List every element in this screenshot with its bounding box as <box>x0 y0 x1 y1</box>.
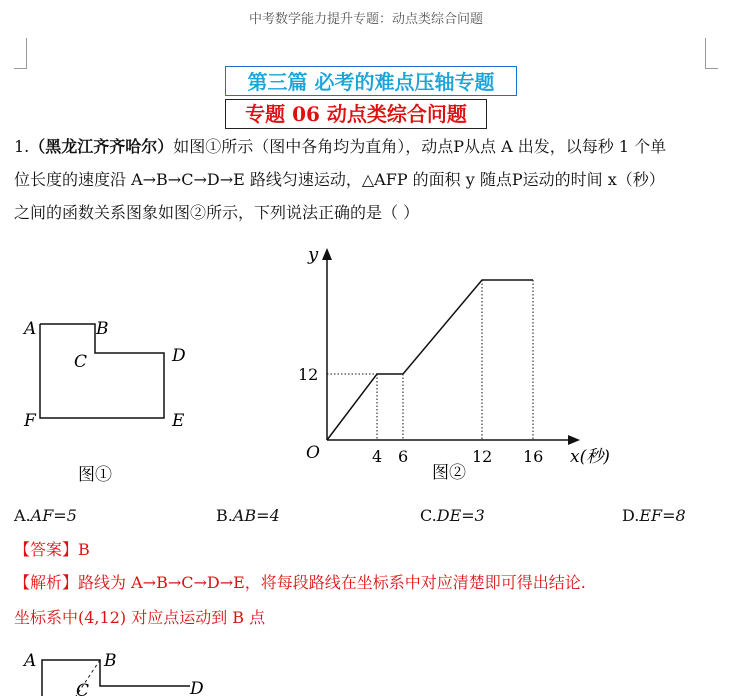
x-tick-12: 12 <box>472 447 493 466</box>
analysis-text: 路线为 A→B→C→D→E，将每段路线在坐标系中对应清楚即可得出结论. <box>78 573 586 592</box>
coordinate-note: 坐标系中(4,12) 对应点运动到 B 点 <box>14 608 266 627</box>
fig1-label-B: B <box>96 319 109 339</box>
origin-label: O <box>306 443 320 463</box>
fig1-label-E: E <box>172 411 185 431</box>
x-tick-6: 6 <box>398 447 409 466</box>
y-tick-12: 12 <box>298 365 319 384</box>
page-header: 中考数学能力提升专题：动点类综合问题 <box>248 12 483 27</box>
analysis-line <box>14 570 586 593</box>
topic-title: 专题 06 动点类综合问题 <box>225 99 487 129</box>
analysis-tag: 【解析】 <box>14 573 79 592</box>
fig1-caption: 图① <box>78 465 112 485</box>
fig1-label-F: F <box>24 411 36 431</box>
x-tick-4: 4 <box>372 447 383 466</box>
x-axis-label: x(秒) <box>570 447 610 467</box>
figure-1 <box>14 310 214 490</box>
fig3-label-D: D <box>190 679 204 696</box>
margin-corner-left <box>14 38 27 69</box>
question-text-3: 之间的函数关系图象如图②所示，下列说法正确的是（ ） <box>14 203 420 222</box>
section-title: 第三篇 必考的难点压轴专题 <box>225 66 517 96</box>
fig3-label-B: B <box>104 651 117 671</box>
figure-3 <box>14 646 234 696</box>
option-b: B.AB=4 <box>216 506 280 525</box>
function-line <box>327 280 533 440</box>
question-text-1: 如图①所示（图中各角均为直角），动点P从点 A 出发，以每秒 1 个单 <box>173 137 667 156</box>
option-d: D.EF=8 <box>622 506 686 525</box>
option-c: C.DE=3 <box>420 506 485 525</box>
y-axis-label: y <box>308 244 319 265</box>
option-a: A.AF=5 <box>14 506 77 525</box>
answer-value: B <box>78 540 90 559</box>
answer-line <box>14 537 90 560</box>
fig3-label-C: C <box>76 681 90 696</box>
fig2-caption: 图② <box>432 463 466 483</box>
x-tick-16: 16 <box>523 447 544 466</box>
answer-tag: 【答案】 <box>14 540 79 559</box>
question-source: （黑龙江齐齐哈尔） <box>29 137 174 156</box>
figure-2 <box>290 236 630 492</box>
fig1-label-A: A <box>24 319 37 339</box>
fig1-label-C: C <box>74 352 88 372</box>
question-number: 1. <box>14 137 30 156</box>
margin-corner-right <box>705 38 718 69</box>
question-text-2: 位长度的速度沿 A→B→C→D→E 路线匀速运动，△AFP 的面积 y 随点P运动的时间 x（秒） <box>14 170 665 189</box>
y-axis-arrow <box>322 248 332 260</box>
fig3-label-A: A <box>24 651 37 671</box>
x-axis-arrow <box>568 435 580 445</box>
fig1-label-D: D <box>172 346 186 366</box>
question-1 <box>14 130 719 229</box>
